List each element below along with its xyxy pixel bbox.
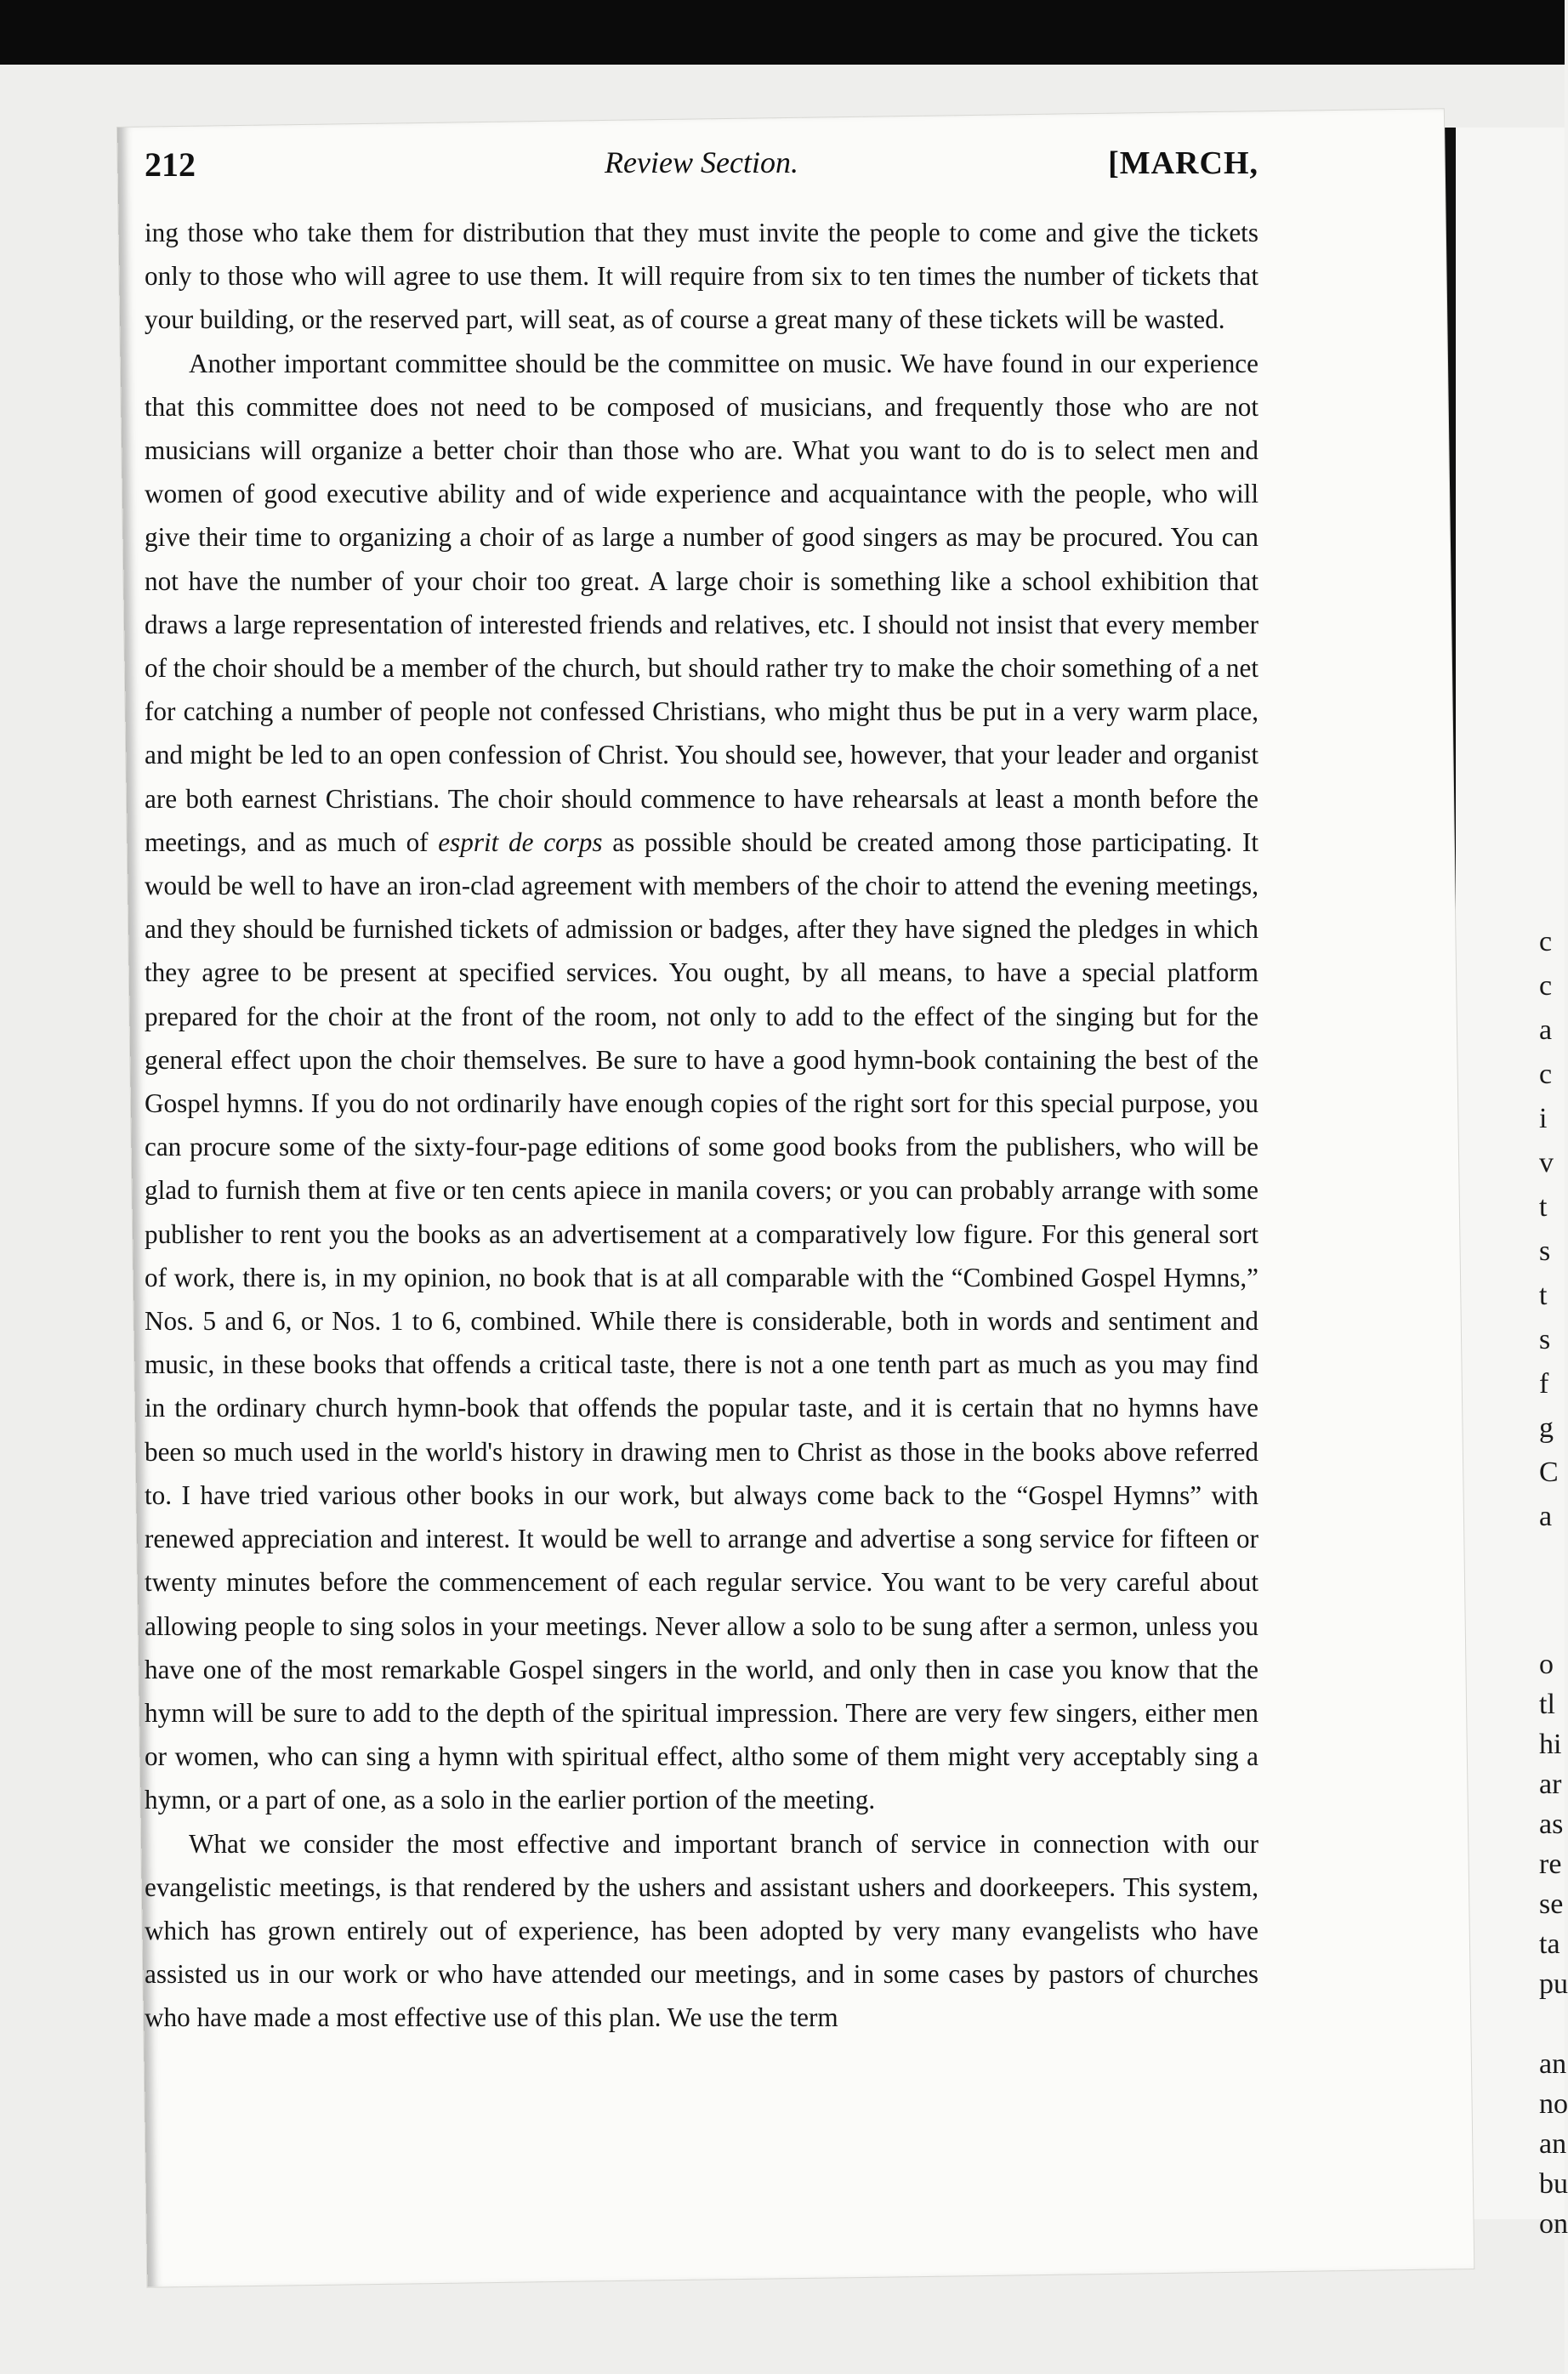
facing-fragment-lower-9: pu — [1539, 1968, 1568, 2000]
facing-fragment-lower-11: an — [1539, 2048, 1567, 2080]
facing-fragment-upper-14: a — [1539, 1501, 1553, 1532]
facing-fragment-lower-14: bu — [1539, 2168, 1568, 2200]
facing-fragment-lower-13: an — [1539, 2128, 1567, 2160]
facing-fragment-lower-3: hi — [1539, 1729, 1562, 1760]
facing-fragment-lower-12: no — [1539, 2088, 1568, 2120]
facing-fragment-lower-4: ar — [1539, 1769, 1562, 1800]
paragraph-2-part-2: as possible should be created among those participating. It would be well to have an iron-clad agreement with members of the choir to attend the evening meetings, and they should be furnished tickets of admission or badges, after they have signed the pledges in which they agree to be present at specified services. You ought, by all means, to have a special platform prepared for the choir at the front of the room, not only to add to the effect of the singing but for the general effect upon the choir themselves. Be sure to have a good hymn-book containing the best of the Gospel hymns. If you do not ordinarily have enough copies of the right sort for this special purpose, you can procure some of the sixty-four-page editions of some good books from the publishers, who will be glad to furnish them at five or ten cents apiece in manila covers; or you can probably arrange with some publisher to rent you the books as an advertisement at a comparatively low figure. For this general sort of work, there is, in my opinion, no book that is at all comparable with the “Combined Gospel Hymns,” Nos. 5 and 6, or Nos. 1 to 6, combined. While there is considerable, both in words and sentiment and music, in these books that offends a critical taste, there is not a one tenth part as much as you may find in the ordinary church hymn-book that offends the popular taste, and it is certain that no hymns have been so much used in the world's history in drawing men to Christ as those in the books above referred to. I have tried various other books in our work, but always come back to the “Gospel Hymns” with renewed appreciation and interest. It would be well to arrange and advertise a song service for fifteen or twenty minutes before the commencement of each regular service. You want to be very careful about allowing people to sing solos in your meetings. Never allow a solo to be sung after a sermon, unless you have one of the most remarkable Gospel singers in the world, and only then in case you know that the hymn will be sure to add to the depth of the spiritual impression. There are very few singers, either men or women, who can sing a hymn with spiritual effect, altho some of them might very acceptably sing a hymn, or a part of one, as a solo in the earlier portion of the meeting. — [145, 826, 1259, 1815]
paragraph-3: What we consider the most effective and important branch of service in connection with our evangelistic meetings, is that rendered by the ushers and assistant ushers and doorkeepers. This system, which has grown entirely out of experience, has been adopted by very many evangelists who have assisted us in our work or who have attended our meetings, and in some cases by pastors of churches who have made a most effective use of this plan. We use the term — [145, 1828, 1258, 2033]
facing-fragment-upper-4: c — [1539, 1059, 1553, 1090]
facing-fragment-lower-7: se — [1539, 1888, 1564, 1920]
page-header — [145, 145, 1258, 196]
paragraph-2 — [145, 342, 1258, 1822]
facing-fragment-upper-9: t — [1539, 1280, 1548, 1311]
facing-fragment-upper-10: s — [1539, 1324, 1551, 1355]
page-number: 212 — [145, 145, 196, 184]
facing-fragment-upper-1: c — [1539, 926, 1553, 957]
facing-fragment-upper-2: c — [1539, 970, 1553, 1002]
facing-fragment-upper-5: i — [1539, 1103, 1548, 1134]
running-title: Review Section. — [605, 145, 798, 179]
facing-fragment-lower-1: o — [1539, 1649, 1554, 1680]
facing-fragment-upper-13: C — [1539, 1457, 1559, 1488]
body-text — [145, 211, 1258, 2040]
facing-fragment-lower-15: on — [1539, 2208, 1568, 2240]
paragraph-2-part-1: Another important committee should be the committee on music. We have found in our experience that this committee does not need to be composed of musicians, and frequently those who are not musicians will organize a better choir than those who are. What you want to do is to select men and women of good executive ability and of wide experience and acquaintance with the people, who will give their time to organizing a choir of as large a number of good singers as may be procured. You can not have the number of your choir too great. A large choir is something like a school exhibition that draws a large representation of interested friends and relatives, etc. I should not insist that every member of the choir should be a member of the church, but should rather try to make the choir something of a net for catching a number of people not confessed Christians, who might thus be put in a very warm place, and might be led to an open confession of Christ. You should see, however, that your leader and organist are both earnest Christians. The choir should commence to have rehearsals at least a month before the meetings, and as much of — [145, 348, 1258, 857]
scanner-top-band — [0, 0, 1565, 65]
facing-fragment-lower-5: as — [1539, 1809, 1564, 1840]
facing-fragment-lower-2: tl — [1539, 1689, 1555, 1720]
facing-fragment-upper-8: s — [1539, 1235, 1551, 1267]
paragraph-1: ing those who take them for distribution that they must invite the people to come and give the tickets only to those who will agree to use them. It will require from six to ten times the number of tickets that your building, or the reserved part, will seat, as of course a great many of these tickets will be wasted. — [145, 218, 1258, 335]
facing-fragment-lower-6: re — [1539, 1849, 1562, 1880]
running-date: [MARCH, — [1108, 145, 1258, 181]
facing-fragment-upper-7: t — [1539, 1191, 1548, 1223]
facing-fragment-lower-8: ta — [1539, 1928, 1560, 1960]
facing-fragment-upper-6: v — [1539, 1147, 1554, 1178]
facing-fragment-upper-11: f — [1539, 1368, 1549, 1400]
facing-fragment-upper-12: g — [1539, 1412, 1554, 1444]
paragraph-2-italic-phrase: esprit de corps — [438, 826, 603, 857]
facing-fragment-upper-3: a — [1539, 1014, 1553, 1046]
